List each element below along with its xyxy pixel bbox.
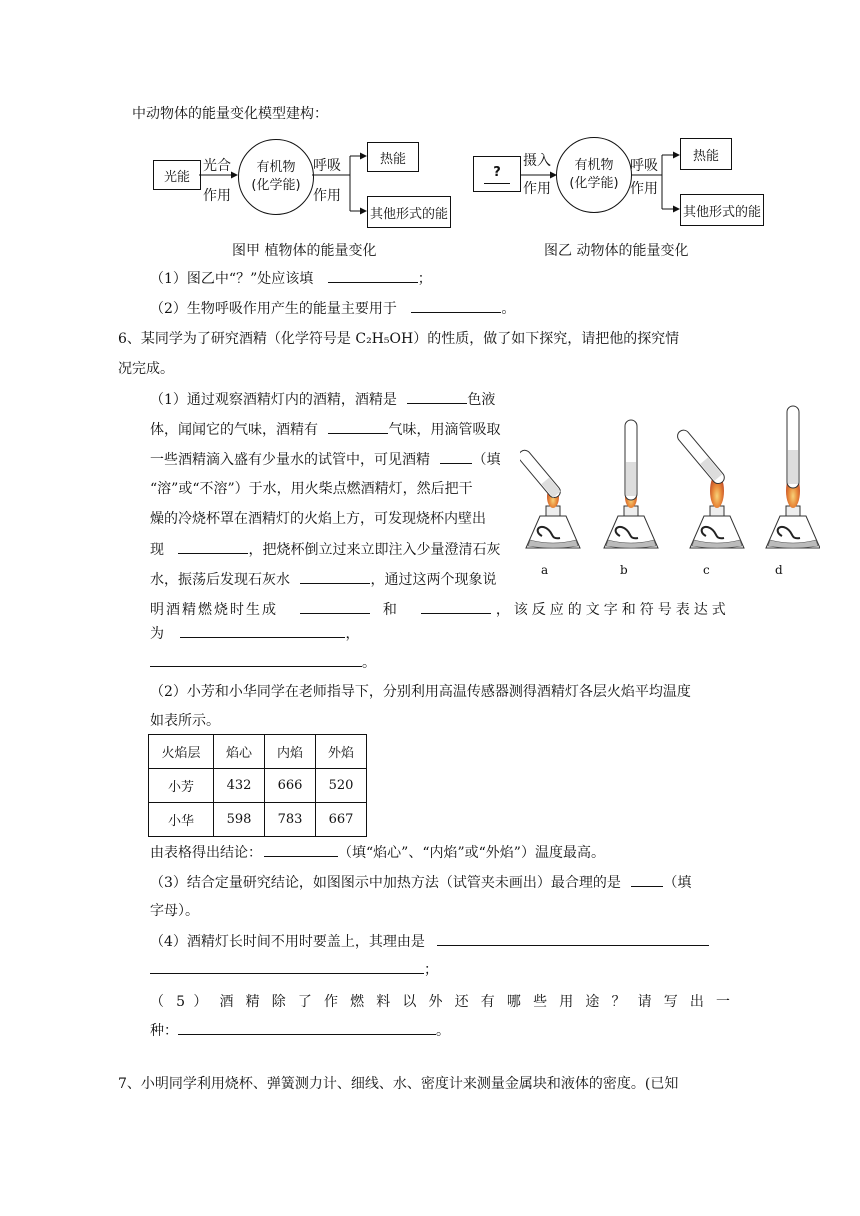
answer-underline	[484, 183, 510, 184]
q6-s1-line9	[150, 623, 359, 644]
q6-s2-line1: （2）小芳和小华同学在老师指导下，分别利用高温传感器测得酒精灯各层火焰平均温度	[150, 684, 691, 700]
q6-s2-conclusion	[150, 842, 605, 863]
center-line2: (化学能)	[569, 176, 619, 191]
lamp-a	[520, 448, 580, 548]
lamp-label-d: d	[775, 563, 783, 577]
table-cell: 598	[214, 803, 265, 837]
text: ，通过这两个现象说	[370, 572, 497, 588]
answer-blank[interactable]	[437, 931, 709, 946]
text: ；	[424, 962, 438, 978]
lamp-b	[604, 420, 658, 548]
text: ，该反应的文字和符号表达式	[495, 602, 730, 618]
alcohol-lamp-figure	[520, 400, 820, 585]
text: （ 5 ） 酒 精 除 了 作 燃 料 以 外 还 有 哪 些 用 途 ？ 请 写 出 一	[150, 994, 730, 1010]
text: 。	[436, 1023, 450, 1039]
q6-intro-line2: 况完成。	[118, 361, 174, 377]
q6-s1-line5: 燥的冷烧杯罩在酒精灯的火焰上方，可发现烧杯内壁出	[150, 511, 486, 527]
text: 色液	[467, 392, 496, 408]
table-cell: 小芳	[149, 769, 214, 803]
q5-part2	[150, 298, 515, 319]
source-box-light: 光能	[153, 160, 201, 190]
text: （填“焰心”、“内焰”或“外焰”）温度最高。	[338, 845, 605, 861]
table-header-cell: 外焰	[316, 735, 367, 769]
output-box-other: 其他形式的能	[367, 196, 451, 228]
text: （3）结合定量研究结论，如图图示中加热方法（试管夹未画出）最合理的是	[150, 875, 621, 891]
punct: 。	[501, 301, 516, 317]
output-box-other: 其他形式的能	[680, 194, 764, 226]
table-cell: 520	[316, 769, 367, 803]
table-row	[149, 803, 367, 837]
text: 为	[150, 626, 164, 642]
caption-plant: 图甲 植物体的能量变化	[232, 243, 377, 259]
lamp-label-b: b	[620, 563, 628, 577]
q6-s4-line2	[150, 959, 438, 980]
unknown-mark: ?	[493, 164, 501, 180]
arrow-label-top: 光合	[203, 158, 231, 174]
answer-blank[interactable]	[421, 599, 491, 614]
q5-part1-text: （1）图乙中“？”处应该填	[150, 271, 314, 287]
q6-intro-line1: 6、某同学为了研究酒精（化学符号是 C₂H₅OH）的性质，做了如下探究，请把他的探究情	[118, 331, 680, 347]
text: 种：	[150, 1023, 178, 1039]
answer-blank[interactable]	[407, 389, 467, 404]
arrow-label-top: 摄入	[523, 153, 551, 169]
table-header-row	[149, 735, 367, 769]
center-line2: (化学能)	[251, 178, 301, 193]
flame-temperature-table	[148, 734, 367, 837]
q6-s5-line2	[150, 1020, 450, 1041]
table-header-cell: 内焰	[265, 735, 316, 769]
answer-blank[interactable]	[178, 539, 248, 554]
text: 水，振荡后发现石灰水	[150, 572, 290, 588]
answer-blank[interactable]	[264, 842, 338, 857]
q6-s1-line2	[150, 419, 500, 440]
q6-s1-line7	[150, 569, 496, 590]
lamp-label-c: c	[703, 563, 710, 577]
answer-blank[interactable]	[178, 1020, 436, 1035]
arrow-label-top: 呼吸	[313, 158, 341, 174]
q6-s1-line4: “溶”或“不溶”）于水，用火柴点燃酒精灯，然后把干	[150, 481, 473, 497]
text: （填	[472, 452, 501, 468]
table-cell: 666	[265, 769, 316, 803]
text: 气味，用滴管吸取	[388, 422, 501, 438]
text: （填	[663, 875, 692, 891]
organic-matter-ellipse	[556, 137, 632, 213]
source-box-unknown	[473, 156, 521, 192]
answer-blank[interactable]	[300, 599, 370, 614]
punct: ；	[417, 271, 432, 287]
arrow-label-bottom: 作用	[313, 188, 341, 204]
answer-blank[interactable]	[411, 298, 501, 313]
table-cell: 783	[265, 803, 316, 837]
answer-blank[interactable]	[180, 623, 345, 638]
table-header-cell: 火焰层	[149, 735, 214, 769]
text: 现	[150, 542, 164, 558]
caption-animal: 图乙 动物体的能量变化	[544, 243, 689, 259]
text: ，把烧杯倒立过来立即注入少量澄清石灰	[248, 542, 501, 558]
answer-blank[interactable]	[328, 268, 418, 283]
q5-part2-text: （2）生物呼吸作用产生的能量主要用于	[150, 301, 397, 317]
center-line1: 有机物	[256, 160, 296, 175]
text: 明酒精燃烧时生成	[150, 602, 278, 618]
answer-blank[interactable]	[631, 872, 663, 887]
q6-s1-line10	[150, 652, 376, 673]
lamp-c	[675, 428, 744, 548]
q6-s1-line1	[150, 389, 495, 410]
lamp-d	[766, 406, 820, 548]
q6-s2-line2: 如表所示。	[150, 713, 220, 729]
answer-blank[interactable]	[328, 419, 388, 434]
arrow-label-bottom: 作用	[203, 188, 231, 204]
text: 由表格得出结论：	[150, 845, 262, 861]
text: （4）酒精灯长时间不用时要盖上，其理由是	[150, 934, 425, 950]
arrow-label-bottom: 作用	[630, 181, 658, 197]
arrow-label-bottom: 作用	[523, 181, 551, 197]
q6-s3-line2: 字母）。	[150, 903, 199, 919]
table-cell: 小华	[149, 803, 214, 837]
text: 一些酒精滴入盛有少量水的试管中，可见酒精	[150, 452, 430, 468]
text: （1）通过观察酒精灯内的酒精，酒精是	[150, 392, 397, 408]
text: 体，闻闻它的气味，酒精有	[150, 422, 318, 438]
table-header-cell: 焰心	[214, 735, 265, 769]
q6-s1-line3	[150, 449, 500, 470]
q5-part1	[150, 268, 432, 289]
answer-blank[interactable]	[440, 449, 472, 464]
text: ，	[345, 626, 360, 642]
q6-s1-line6	[150, 539, 500, 560]
output-box-heat: 热能	[680, 138, 732, 170]
table-cell: 667	[316, 803, 367, 837]
q6-s5-line1	[150, 992, 730, 1012]
intro-text: 中动物体的能量变化模型建构：	[132, 106, 328, 122]
q6-s4-line1	[150, 931, 709, 952]
lamp-label-a: a	[541, 563, 549, 577]
q7-line1: 7、小明同学利用烧杯、弹簧测力计、细线、水、密度计来测量金属块和液体的密度。(已知	[118, 1076, 679, 1092]
q6-s3-line1	[150, 872, 691, 893]
table-row	[149, 769, 367, 803]
output-box-heat: 热能	[367, 142, 419, 172]
answer-blank[interactable]	[150, 652, 362, 667]
table-cell: 432	[214, 769, 265, 803]
text: 和	[382, 602, 397, 618]
center-line1: 有机物	[574, 158, 614, 173]
text: 。	[362, 655, 376, 671]
answer-blank[interactable]	[300, 569, 370, 584]
q6-s1-line8	[150, 599, 730, 620]
answer-blank[interactable]	[150, 959, 424, 974]
arrow-label-top: 呼吸	[630, 158, 658, 174]
